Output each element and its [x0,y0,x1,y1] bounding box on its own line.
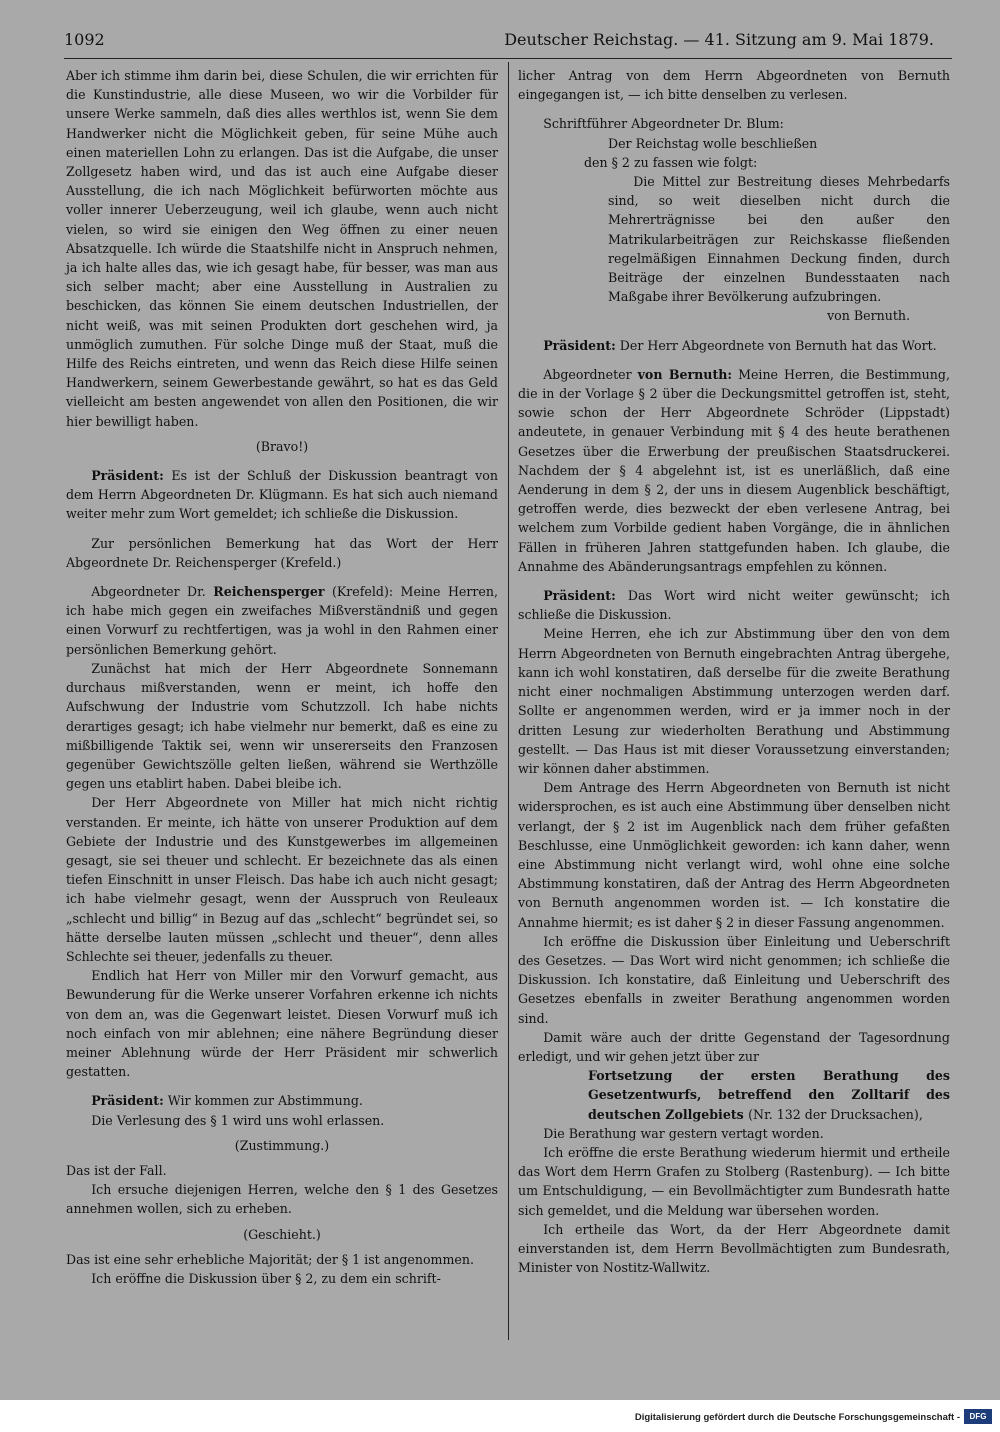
paragraph [66,582,498,659]
paragraph: Zur persönlichen Bemerkung hat das Wort der Herr Abgeordnete Dr. Reichensperger (Krefeld.) [66,535,498,570]
motion-line: den § 2 zu fassen wie folgt: [584,154,758,170]
footer-bar [0,1400,1000,1432]
paragraph: Die Verlesung des § 1 wird uns wohl erlassen. [91,1112,385,1128]
left-column [66,66,498,1288]
running-title: Deutscher Reichstag. — 41. Sitzung am 9. Mai 1879. [504,30,934,49]
interjection-geschieht: (Geschieht.) [243,1226,321,1242]
column-divider [508,62,509,1340]
paragraph: Aber ich stimme ihm darin bei, diese Schulen, die wir errichten für die Kunstindustrie, alle diese Museen, wo wir die Vorbilder für unsere Werke sammeln, daß dies alles werthlos ist, wenn Sie dem Handwerker nicht die Möglichkeit geben, für seine Mühe auch einen materiellen Lohn zu erlangen. Das ist die Aufgabe, die unser Zollgesetz haben wird, und das ist auch eine Aufgabe dieser Ausstellung, die ich nach Möglichkeit befürworten möchte aus voller innerer Ueberzeugung, weil ich glaube, wenn auch nicht vielen, so wird sie einigen den Weg öffnen zu einer neuen Absatzquelle. Ich würde die Staatshilfe nicht in Anspruch nehmen, ja ich halte alles das, wie ich gesagt habe, für besser, was man aus sich selber macht; aber eine Ausstellung in Australien zu beschicken, das können Sie einem deutschen Industriellen, der nicht weiß, was mit seinen Produkten dort geschehen wird, ja unmöglich zumuthen. Für solche Dinge muß der Staat, muß die Hilfe des Reichs eintreten, und wenn das Reich diese Hilfe seinen Handwerkern, seinem Gewerbestande gewährt, so hat es das Geld vielleicht am besten angewendet von allen den Positionen, die wir hier bewilligt haben. [66,68,498,429]
paragraph: licher Antrag von dem Herrn Abgeordneten von Bernuth eingegangen ist, — ich bitte denselben zu verlesen. [518,68,950,103]
motion-text: Die Mittel zur Bestreitung dieses Mehrbedarfs sind, so weit dieselben nicht durch die Mehrerträgnisse bei den außer den Matrikularbeiträgen zur Reichskasse fließenden regelmäßigen Einnahmen Deckung finden, durch Beiträge der einzelnen Bundesstaaten nach Maßgabe ihrer Bevölkerung aufzubringen. [608,174,950,305]
speaker-name: Präsident: [543,588,616,604]
motion-signature: von Bernuth. [827,308,910,324]
speaker-name: von Bernuth: [637,366,733,382]
paragraph: Damit wäre auch der dritte Gegenstand der Tagesordnung erledigt, und wir gehen jetzt über zur [518,1029,950,1064]
page-header [64,30,934,54]
speaker-prefix: Abgeordneter [543,366,632,382]
paragraph [518,365,950,576]
paragraph: Das ist der Fall. [66,1162,167,1178]
paragraph: Ich eröffne die Diskussion über § 2, zu dem ein schrift- [91,1270,441,1286]
right-column [518,66,950,1277]
agenda-item-title [518,1066,950,1124]
paragraph: Ich ertheile das Wort, da der Herr Abgeordnete damit einverstanden ist, dem Herrn Bevollmächtigten zum Bundesrath, Minister von Nostitz-Wallwitz. [518,1221,950,1276]
paragraph [518,586,950,624]
paragraph: Ich eröffne die erste Berathung wiederum hiermit und ertheile das Wort dem Herrn Grafen zu Stolberg (Rastenburg). — Ich bitte um Entschuldigung, — ein Bevollmächtigter zum Bundesrath hatte sich gemeldet, und die Meldung war übersehen worden. [518,1144,950,1218]
interjection-zustimmung: (Zustimmung.) [234,1137,330,1153]
speech-text: Es ist der Schluß der Diskussion beantragt von dem Herrn Abgeordneten Dr. Klügmann. Es hat sich auch niemand weiter mehr zum Wort gemeldet; ich schließe die Diskussion. [66,468,498,522]
agenda-item-bold: Fortsetzung der ersten Berathung des Gesetzentwurfs, betreffend den Zolltarif des deutschen Zollgebiets [588,1068,950,1122]
speech-text: Das Wort wird nicht weiter gewünscht; ich schließe die Diskussion. [518,588,950,623]
motion-line: Der Reichstag wolle beschließen [608,135,818,151]
header-rule [64,58,952,59]
paragraph: Meine Herren, ehe ich zur Abstimmung über den von dem Herrn Abgeordneten von Bernuth eingebrachten Antrag übergehe, kann ich wohl konstatiren, daß derselbe für die zweite Berathung nicht einer nochmaligen Abstimmung unterzogen werden darf. Sollte er angenommen werden, wird er ja immer noch in der dritten Lesung zur wiederholten Berathung und Abstimmung gestellt. — Das Haus ist mit dieser Voraussetzung einverstanden; wir können daher abstimmen. [518,626,950,776]
dfg-logo: DFG [964,1409,992,1424]
page-number: 1092 [64,30,105,49]
interjection-bravo: (Bravo!) [255,438,309,454]
speech-text: Der Herr Abgeordnete von Bernuth hat das Wort. [619,337,937,353]
speech-text: Wir kommen zur Abstimmung. [167,1093,363,1109]
funding-credit: Digitalisierung gefördert durch die Deutsche Forschungsgemeinschaft - [634,1412,960,1423]
paragraph: Endlich hat Herr von Miller mir den Vorwurf gemacht, aus Bewunderung für die Werke unserer Vorfahren erkenne ich nichts von dem an, was die Gegenwart leistet. Diesen Vorwurf muß ich noch einfach von mir ablehnen; eine nähere Begründung dieser meiner Ablehnung würde der Herr Präsident mir schwerlich gestatten. [66,968,498,1080]
paragraph: Dem Antrage des Herrn Abgeordneten von Bernuth ist nicht widersprochen, es ist auch eine Abstimmung über denselben nicht verlangt, der § 2 ist im Augenblick nach dem früher gefaßten Beschlusse, eine Unmöglichkeit geworden: ich kann daher, wenn eine Abstimmung nicht verlangt wird, wohl ohne eine solche Abstimmung konstatiren, daß der Antrag des Herrn Abgeordneten von Bernuth angenommen worden ist. — Ich konstatire die Annahme hiermit; es ist daher § 2 in dieser Fassung angenommen. [518,780,950,930]
paragraph [66,1091,498,1110]
paragraph [66,466,498,524]
speech-text: (Krefeld): Meine Herren, ich habe mich gegen ein zweifaches Mißverständniß und gegen einen Vorwurf zu rechtfertigen, was ja wohl in den Rahmen einer persönlichen Bemerkung gehört. [66,584,498,657]
speaker-name: Präsident: [91,468,164,484]
speaker-name: Präsident: [543,337,616,353]
speaker-name: Reichensperger [213,584,325,600]
speaker-prefix: Abgeordneter Dr. [91,584,206,600]
paragraph: Der Herr Abgeordnete von Miller hat mich nicht richtig verstanden. Er meinte, ich hätte von unserer Produktion auf dem Gebiete der Industrie und des Kunstgewerbes im allgemeinen gesagt, sie sei theuer und schlecht. Er bezeichnete das als einen tiefen Einschnitt in unser Fleisch. Das habe ich auch nicht gesagt; ich habe vielmehr gesagt, wenn der Ausspruch von Reuleaux „schlecht und billig“ in Bezug auf das „schlecht“ begründet sei, so hätte derselbe lauten müssen „schlecht und theuer“, denn alles Schlechte sei theuer, jedenfalls zu theuer. [66,795,498,964]
speaker-name: Präsident: [91,1093,164,1109]
agenda-item-ref: (Nr. 132 der Drucksachen), [748,1106,923,1122]
secretary-line: Schriftführer Abgeordneter Dr. Blum: [543,116,784,132]
paragraph: Ich eröffne die Diskussion über Einleitung und Ueberschrift des Gesetzes. — Das Wort wird nicht genommen; ich schließe die Diskussion. Ich konstatire, daß Einleitung und Ueberschrift des Gesetzes ebenfalls in zweiter Berathung angenommen worden sind. [518,933,950,1026]
paragraph: Die Berathung war gestern vertagt worden. [543,1125,824,1141]
paragraph: Ich ersuche diejenigen Herren, welche den § 1 des Gesetzes annehmen wollen, sich zu erheben. [66,1182,498,1217]
paragraph: Zunächst hat mich der Herr Abgeordnete Sonnemann durchaus mißverstanden, wenn er meint, ich hoffe den Aufschwung der Industrie vom Schutzzoll. Ich habe nichts derartiges gesagt; ich habe vielmehr nur bemerkt, daß es eine zu mißbilligende Taktik sei, wenn wir unsererseits den Franzosen gegenüber Gewichtszölle gelten ließen, während sie Werthzölle gegen uns etablirt haben. Dabei bleibe ich. [66,660,498,792]
speech-text: Meine Herren, die Bestimmung, die in der Vorlage § 2 über die Deckungsmittel getroffen ist, steht, sowie schon der Herr Abgeordnete Schröder (Lippstadt) andeutete, in genauer Verbindung mit § 4 des heute berathenen Gesetzes über die Erwerbung der preußischen Staatsdruckerei. Nachdem der § 4 abgelehnt ist, ist es unerläßlich, daß eine Aenderung in dem § 2, der uns in diesem Augenblick beschäftigt, getroffen werde, dies bezweckt der eben verlesene Antrag, bei welchem zum Vorbilde gedient haben Vorgänge, die in ähnlichen Fällen in früheren Jahren stattgefunden haben. Ich glaube, die Annahme des Abänderungsantrags empfehlen zu können. [518,366,950,574]
paragraph: Das ist eine sehr erhebliche Majorität; der § 1 ist angenommen. [66,1251,474,1267]
paragraph [518,336,950,355]
